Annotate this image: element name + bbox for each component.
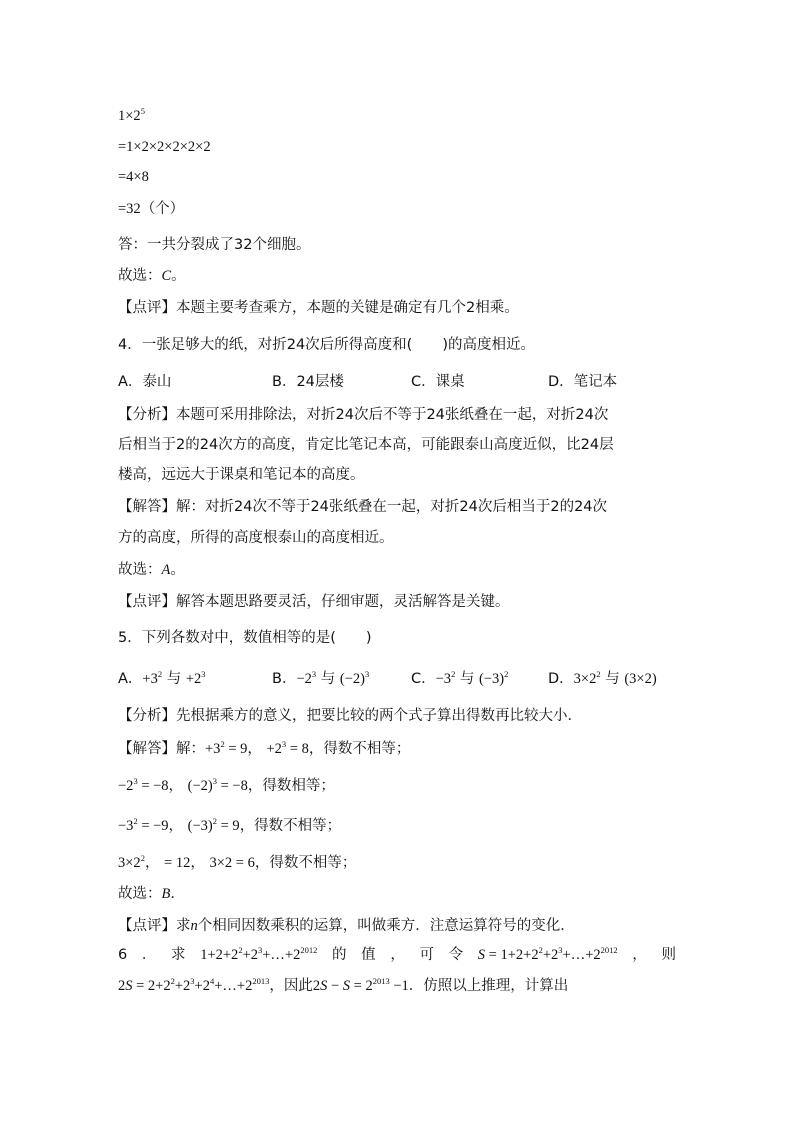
q4-analysis-line-1: 【分析】本题可采用排除法，对折24次后不等于24张纸叠在一起，对折24次 bbox=[118, 407, 609, 423]
q5-solution-line-3: $-3^2 = -9$， $(-3)^2 = 9$，得数不相等； bbox=[118, 816, 342, 834]
q5-option-b: B．$-2^3$ 与 $(-2)^3$ bbox=[272, 669, 370, 687]
q4-analysis-line-2: 后相当于2的24次方的高度，肯定比笔记本高，可能跟泰山高度近似，比24层 bbox=[118, 437, 614, 453]
q5-solution-line-4: $3\times 2^2$， = 12， 3×2 = 6，得数不相等； bbox=[118, 853, 357, 871]
q4-analysis-line-3: 楼高，远远大于课桌和笔记本的高度。 bbox=[118, 467, 365, 483]
q5-option-c: C．$-3^2$ 与 $(-3)^2$ bbox=[411, 669, 509, 687]
q5-option-a: A．$+3^2$ 与 $+2^3$ bbox=[118, 669, 206, 687]
question-6-line-1: 6 ． 求 $1+2+2^2+2^3+\dots+2^{2012}$ 的 值 ， 可 令 $S = 1+2+2^2+2^3+\dots+2^{2012}$ ， 则 bbox=[118, 945, 676, 963]
q5-comment-line: 【点评】求n个相同因数乘积的运算，叫做乘方．注意运算符号的变化． bbox=[118, 918, 575, 934]
q5-analysis-line: 【分析】先根据乘方的意义，把要比较的两个式子算出得数再比较大小． bbox=[118, 708, 582, 724]
q4-solution-line-2: 方的高度，所得的高度根泰山的高度相近。 bbox=[118, 530, 394, 546]
q4-choice-line: 故选：A。 bbox=[118, 562, 185, 578]
calc-step-4: =32（个） bbox=[118, 201, 185, 217]
choice-line: 故选：C。 bbox=[118, 268, 186, 284]
question-5-stem: 5．下列各数对中，数值相等的是( ) bbox=[118, 630, 372, 646]
q5-choice-line: 故选：B． bbox=[118, 886, 185, 902]
calc-step-1: $1\times 2^5$ bbox=[118, 106, 145, 124]
question-4-stem: 4．一张足够大的纸，对折24次后所得高度和( )的高度相近。 bbox=[118, 337, 536, 353]
calc-step-3: =4×8 bbox=[118, 169, 149, 185]
calc-step-2: =1×2×2×2×2×2 bbox=[118, 139, 211, 155]
answer-line: 答：一共分裂成了32个细胞。 bbox=[118, 237, 311, 253]
q4-option-b: B．24层楼 bbox=[272, 374, 344, 390]
question-6-line-2: $2S = 2+2^2+2^3+2^4+\dots+2^{2013}$，因此$2S - S = 2^{2013} -1$．仿照以上推理，计算出 bbox=[118, 976, 569, 994]
q4-comment-line: 【点评】解答本题思路要灵活，仔细审题，灵活解答是关键。 bbox=[118, 594, 510, 610]
q5-option-d: D．$3\times 2^2$ 与 (3×2) bbox=[548, 669, 657, 687]
q4-option-d: D．笔记本 bbox=[548, 374, 618, 390]
comment-line: 【点评】本题主要考查乘方，本题的关键是确定有几个2相乘。 bbox=[118, 300, 519, 316]
q5-solution-line-1: 【解答】解：$+3^2 = 9$， $+2^3 = 8$，得数不相等； bbox=[118, 739, 411, 757]
q4-option-a: A．泰山 bbox=[118, 374, 172, 390]
q4-option-c: C．课桌 bbox=[411, 374, 465, 390]
q4-solution-line-1: 【解答】解：对折24次不等于24张纸叠在一起，对折24次后相当于2的24次 bbox=[118, 499, 608, 515]
q5-solution-line-2: $-2^3 = -8$， $(-2)^3 = -8$，得数相等； bbox=[118, 776, 335, 794]
